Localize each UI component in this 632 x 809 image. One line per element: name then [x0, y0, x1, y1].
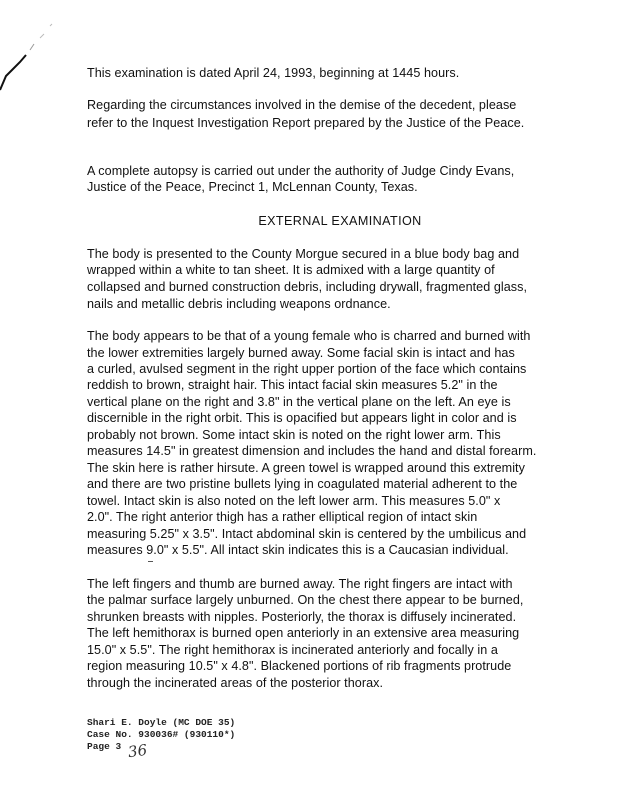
- paragraph2-line: measures 9.0" x 5.5". All intact skin indicates this is a Caucasian individual.: [87, 543, 509, 557]
- footer-case-number: Case No. 930036# (930110*): [87, 729, 236, 740]
- paragraph2-line: the lower extremities largely burned away. Some facial skin is intact and has: [87, 346, 515, 360]
- paragraph3-line: The left fingers and thumb are burned away. The right fingers are intact with: [87, 577, 513, 591]
- footer-author: Shari E. Doyle (MC DOE 35): [87, 717, 236, 728]
- handwritten-page-annotation: 36: [126, 740, 149, 762]
- paragraph2-line: 2.0". The right anterior thigh has a rather elliptical region of intact skin: [87, 510, 478, 524]
- paragraph2-line: The body appears to be that of a young female who is charred and burned with: [87, 329, 531, 343]
- paragraph2-line: measuring 5.25" x 3.5". Intact abdominal skin is centered by the umbilicus and: [87, 527, 527, 541]
- paragraph1-line: wrapped within a white to tan sheet. It is admixed with a large quantity of: [87, 263, 495, 277]
- authority-line: Justice of the Peace, Precinct 1, McLennan County, Texas.: [87, 180, 418, 194]
- paragraph2-line: vertical plane on the right and 3.8" in the vertical plane on the left. An eye is: [87, 395, 511, 409]
- paragraph2-line: The skin here is rather hirsute. A green towel is wrapped around this extremity: [87, 461, 525, 475]
- paragraph2-line: measures 14.5" in greatest dimension and includes the hand and distal forearm.: [87, 444, 537, 458]
- paragraph1-line: The body is presented to the County Morgue secured in a blue body bag and: [87, 247, 520, 261]
- paragraph3-line: region measuring 10.5" x 4.8". Blackened portions of rib fragments protrude: [87, 659, 512, 673]
- footer-page-number: Page 3: [87, 741, 122, 752]
- paragraph3-line: The left hemithorax is burned open anteriorly in an extensive area measuring: [87, 626, 520, 640]
- paragraph2-line: reddish to brown, straight hair. This intact facial skin measures 5.2" in the: [87, 378, 498, 392]
- paragraph3-line: 15.0" x 5.5". The right hemithorax is incinerated anteriorly and focally in a: [87, 643, 498, 657]
- paragraph2-line: and there are two pristine bullets lying in coagulated material adherent to the: [87, 477, 518, 491]
- paragraph2-line: discernible in the right orbit. This is opacified but appears light in color and is: [87, 411, 517, 425]
- paragraph2-line: probably not brown. Some intact skin is noted on the right lower arm. This: [87, 428, 501, 442]
- authority-line: A complete autopsy is carried out under the authority of Judge Cindy Evans,: [87, 164, 515, 178]
- paragraph1-line: nails and metallic debris including weapons ordnance.: [87, 297, 391, 311]
- paragraph3-line: shrunken breasts with nipples. Posteriorly, the thorax is diffusely incinerated.: [87, 610, 517, 624]
- paragraph2-line: a curled, avulsed segment in the right upper portion of the face which contains: [87, 362, 527, 376]
- circumstances-line: refer to the Inquest Investigation Report prepared by the Justice of the Peace.: [87, 116, 525, 130]
- paragraph3-line: through the incinerated areas of the posterior thorax.: [87, 676, 384, 690]
- paragraph3-line: the palmar surface largely unburned. On the chest there appear to be burned,: [87, 593, 524, 607]
- intro-line: This examination is dated April 24, 1993, beginning at 1445 hours.: [87, 66, 460, 80]
- paragraph1-line: collapsed and burned construction debris, including drywall, fragmented glass,: [87, 280, 528, 294]
- paragraph2-line: towel. Intact skin is also noted on the left lower arm. This measures 5.0" x: [87, 494, 501, 508]
- margin-check-mark: [0, 0, 70, 100]
- section-heading: EXTERNAL EXAMINATION: [258, 214, 422, 228]
- circumstances-line: Regarding the circumstances involved in the demise of the decedent, please: [87, 98, 517, 112]
- stray-mark: [148, 561, 153, 562]
